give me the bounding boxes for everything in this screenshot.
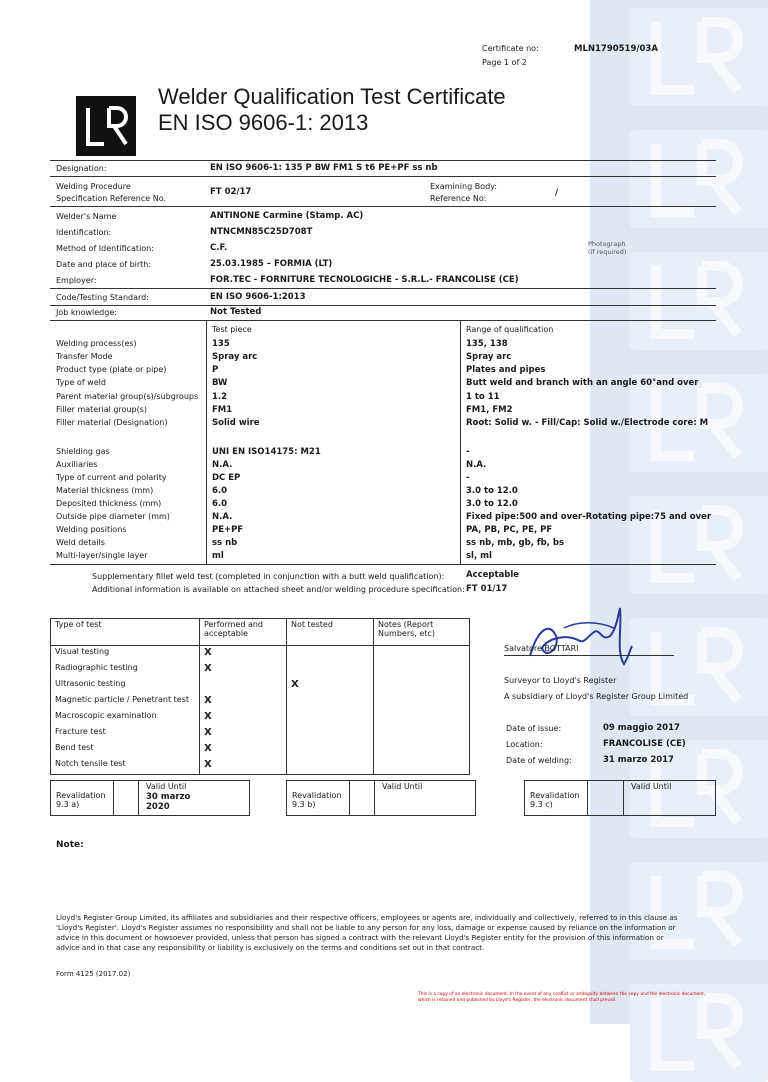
performed-header: Performed and acceptable [200, 619, 287, 646]
not-tested-cell [287, 694, 374, 710]
performed-cell: X [200, 758, 287, 775]
param-test-value: N.A. [212, 512, 233, 522]
param-range-value: sl, ml [466, 551, 492, 561]
param-range-value: Plates and pipes [466, 365, 546, 375]
valid-until-label: Valid Until [631, 782, 672, 791]
param-range-value: Butt weld and branch with an angle 60°and over [466, 378, 699, 388]
lr-watermark-icon [630, 496, 768, 594]
param-range-value: - [466, 447, 470, 457]
param-label: Deposited thickness (mm) [56, 499, 162, 508]
not-tested-header: Not tested [287, 619, 374, 646]
param-range-value: Fixed pipe:500 and over-Rotating pipe:75 and over [466, 512, 712, 522]
welder-name: ANTINONE Carmine (Stamp. AC) [210, 211, 364, 221]
param-test-value: PE+PF [212, 525, 244, 535]
table-row [51, 742, 470, 758]
page-indicator: Page 1 of 2 [482, 58, 527, 67]
notes-cell [374, 742, 470, 758]
birth-value: 25.03.1985 – FORMIA (LT) [210, 259, 333, 269]
param-test-value: 135 [212, 339, 230, 349]
divider [50, 564, 716, 565]
performed-cell: X [200, 694, 287, 710]
cert-no: MLN1790519/03A [574, 44, 658, 54]
issue-date-label: Date of issue: [506, 724, 562, 733]
revalidation-label: Revalidation 9.3 c) [530, 791, 580, 809]
code-label: Code/Testing Standard: [56, 293, 149, 302]
notes-cell [374, 726, 470, 742]
welding-date-label: Date of welding: [506, 756, 572, 765]
divider [50, 160, 716, 161]
lr-watermark-icon [630, 8, 768, 106]
copy-notice [418, 992, 705, 1004]
subsidiary-text: A subsidiary of Lloyd's Register Group Limited [504, 692, 689, 701]
test-type-cell: Visual testing [51, 646, 200, 663]
table-row [51, 758, 470, 775]
test-type-cell: Macroscopic examination [51, 710, 200, 726]
not-tested-cell [287, 646, 374, 663]
param-label: Multi-layer/single layer [56, 551, 148, 560]
method-label: Method of Identification: [56, 244, 154, 253]
revalidation-label: Revalidation 9.3 b) [292, 791, 342, 809]
designation-label: Designation: [56, 164, 107, 173]
notes-header: Notes (Report Numbers, etc) [374, 619, 470, 646]
page-subtitle: EN ISO 9606-1: 2013 [158, 110, 369, 135]
divider [50, 305, 716, 306]
identification-label: Identification: [56, 228, 112, 237]
tests-table [50, 618, 470, 775]
test-type-cell: Radiographic testing [51, 662, 200, 678]
employer-value: FOR.TEC - FORNITURE TECNOLOGICHE - S.R.L.- FRANCOLISE (CE) [210, 275, 519, 285]
performed-cell: X [200, 710, 287, 726]
valid-until-value: 30 marzo 2020 [146, 792, 191, 812]
table-row [51, 726, 470, 742]
wps-label-2: Specification Reference No. [56, 194, 167, 203]
examining-body-value: / [555, 188, 559, 198]
param-test-value: 6.0 [212, 499, 228, 509]
param-test-value: 6.0 [212, 486, 228, 496]
table-row [51, 646, 470, 663]
table-row [51, 678, 470, 694]
param-label: Shielding gas [56, 447, 110, 456]
designation-value: EN ISO 9606-1: 135 P BW FM1 S t6 PE+PF ss nb [210, 163, 438, 173]
job-knowledge-value: Not Tested [210, 307, 262, 317]
revalidation-box-c [524, 780, 716, 816]
revalidation-label: Revalidation 9.3 a) [56, 791, 106, 809]
reference-no-label: Reference No: [430, 194, 487, 203]
signature-icon [520, 598, 638, 678]
wps-value: FT 02/17 [210, 187, 252, 197]
param-label: Material thickness (mm) [56, 486, 154, 495]
range-header: Range of qualification [466, 325, 554, 334]
param-range-value: 1 to 11 [466, 392, 500, 402]
revalidation-box-a [50, 780, 250, 816]
notes-cell [374, 694, 470, 710]
param-range-value: Root: Solid w. - Fill/Cap: Solid w./Electrode core: M [466, 418, 709, 428]
divider [50, 320, 716, 321]
table-row [51, 694, 470, 710]
param-label: Outside pipe diameter (mm) [56, 512, 170, 521]
signature-line [504, 655, 674, 656]
param-range-value: N.A. [466, 460, 487, 470]
copy-notice-line: This is a copy of an electronic document. In the event of any conflict or ambiguity between the copy and the electronic document, [418, 992, 706, 997]
disclaimer-line: Lloyd's Register Group Limited, its affiliates and subsidiaries and their respective officers, employees or agents are, individually and collectively, referred to in this clause as [56, 913, 678, 922]
tests-table-header [51, 619, 470, 646]
performed-cell: X [200, 726, 287, 742]
param-test-value: N.A. [212, 460, 233, 470]
code-value: EN ISO 9606-1:2013 [210, 292, 306, 302]
valid-until-label: Valid Until [146, 782, 187, 791]
location-value: FRANCOLISE (CE) [603, 739, 686, 749]
param-range-value: 3.0 to 12.0 [466, 499, 518, 509]
param-label: Welding positions [56, 525, 127, 534]
param-test-value: ml [212, 551, 224, 561]
param-test-value: UNI EN ISO14175: M21 [212, 447, 321, 457]
location-label: Location: [506, 740, 543, 749]
param-test-value: Spray arc [212, 352, 258, 362]
param-test-value: 1.2 [212, 392, 228, 402]
param-test-value: Solid wire [212, 418, 260, 428]
param-label: Filler material (Designation) [56, 418, 168, 427]
param-range-value: Spray arc [466, 352, 512, 362]
test-type-cell: Bend test [51, 742, 200, 758]
disclaimer-line: advice and in that case any responsibility or liability is exclusively on the terms and conditions set out in that contract. [56, 943, 485, 952]
not-tested-cell [287, 742, 374, 758]
welding-date: 31 marzo 2017 [603, 755, 674, 765]
page-title: Welder Qualification Test Certificate [158, 84, 506, 109]
lr-watermark-icon [630, 252, 768, 350]
not-tested-cell [287, 662, 374, 678]
param-test-value: BW [212, 378, 228, 388]
not-tested-cell [287, 758, 374, 775]
not-tested-cell: X [287, 678, 374, 694]
param-range-value: - [466, 473, 470, 483]
disclaimer-line: 'Lloyd's Register'. Lloyd's Register assumes no responsibility and shall not be liable to any person for any loss, damage or expense caused by reliance on the information or [56, 923, 676, 932]
not-tested-cell [287, 710, 374, 726]
wps-label: Welding Procedure [56, 182, 131, 191]
param-range-value: 3.0 to 12.0 [466, 486, 518, 496]
performed-cell: X [200, 646, 287, 663]
lr-watermark-icon [630, 618, 768, 716]
performed-cell: X [200, 742, 287, 758]
param-test-value: DC EP [212, 473, 241, 483]
param-label: Transfer Mode [56, 352, 113, 361]
valid-until-label: Valid Until [382, 782, 423, 791]
lr-watermark-icon [630, 130, 768, 228]
test-piece-header: Test piece [212, 325, 252, 334]
column-divider [460, 320, 461, 564]
notes-cell [374, 678, 470, 694]
test-type-cell: Notch tensile test [51, 758, 200, 775]
test-type-cell: Fracture test [51, 726, 200, 742]
divider [50, 176, 716, 177]
cert-no-label: Certificate no: [482, 44, 539, 53]
param-test-value: FM1 [212, 405, 233, 415]
notes-cell [374, 710, 470, 726]
form-number: Form 4125 (2017.02) [56, 970, 131, 978]
param-label: Weld details [56, 538, 105, 547]
divider [50, 288, 716, 289]
additional-info-value: FT 01/17 [466, 584, 508, 594]
param-label: Product type (plate or pipe) [56, 365, 167, 374]
photo-label: Photograph [588, 240, 626, 248]
param-range-value: PA, PB, PC, PE, PF [466, 525, 553, 535]
test-type-cell: Magnetic particle / Penetrant test [51, 694, 200, 710]
method-value: C.F. [210, 243, 228, 253]
additional-info-label: Additional information is available on attached sheet and/or welding procedure specification: [92, 585, 465, 594]
identification-value: NTNCMN85C25D708T [210, 227, 313, 237]
fillet-test-label: Supplementary fillet weld test (completed in conjunction with a butt weld qualification): [92, 572, 445, 581]
param-label: Filler material group(s) [56, 405, 148, 414]
column-divider [206, 320, 207, 564]
table-row [51, 662, 470, 678]
table-row [51, 710, 470, 726]
fillet-test-value: Acceptable [466, 570, 520, 580]
issue-date: 09 maggio 2017 [603, 723, 680, 733]
param-test-value: P [212, 365, 219, 375]
lr-logo-icon [76, 96, 136, 156]
param-label: Parent material group(s)/subgroups [56, 392, 199, 401]
performed-cell: X [200, 662, 287, 678]
surveyor-role: Surveyor to Lloyd's Register [504, 676, 617, 685]
param-range-value: ss nb, mb, gb, fb, bs [466, 538, 565, 548]
param-range-value: FM1, FM2 [466, 405, 513, 415]
param-range-value: 135, 138 [466, 339, 508, 349]
birth-label: Date and place of birth: [56, 260, 152, 269]
revalidation-box-b [286, 780, 476, 816]
surveyor-name: Salvatore BOTTARI [504, 644, 579, 653]
test-type-header: Type of test [51, 619, 200, 646]
examining-body-label: Examining Body: [430, 182, 497, 191]
copy-notice-line: which is retained and published by Lloyd's Register, the electronic document shall prevail. [418, 998, 617, 1003]
not-tested-cell [287, 726, 374, 742]
photo-required-label: (if required) [588, 248, 627, 256]
param-label: Type of current and polarity [56, 473, 167, 482]
note-label: Note: [56, 840, 84, 850]
test-type-cell: Ultrasonic testing [51, 678, 200, 694]
param-label: Type of weld [56, 378, 106, 387]
welder-name-label: Welder's Name [56, 212, 117, 221]
divider [50, 206, 716, 207]
notes-cell [374, 758, 470, 775]
job-knowledge-label: Job knowledge: [56, 308, 117, 317]
employer-label: Employer: [56, 276, 97, 285]
disclaimer [56, 913, 677, 953]
notes-cell [374, 662, 470, 678]
param-test-value: ss nb [212, 538, 238, 548]
disclaimer-line: advice in this document or howsoever provided, unless that person has signed a contract with the relevant Lloyd's Register entity for the provision of this information or [56, 933, 664, 942]
notes-cell [374, 646, 470, 663]
param-label: Welding process(es) [56, 339, 137, 348]
param-label: Auxiliaries [56, 460, 98, 469]
performed-cell [200, 678, 287, 694]
